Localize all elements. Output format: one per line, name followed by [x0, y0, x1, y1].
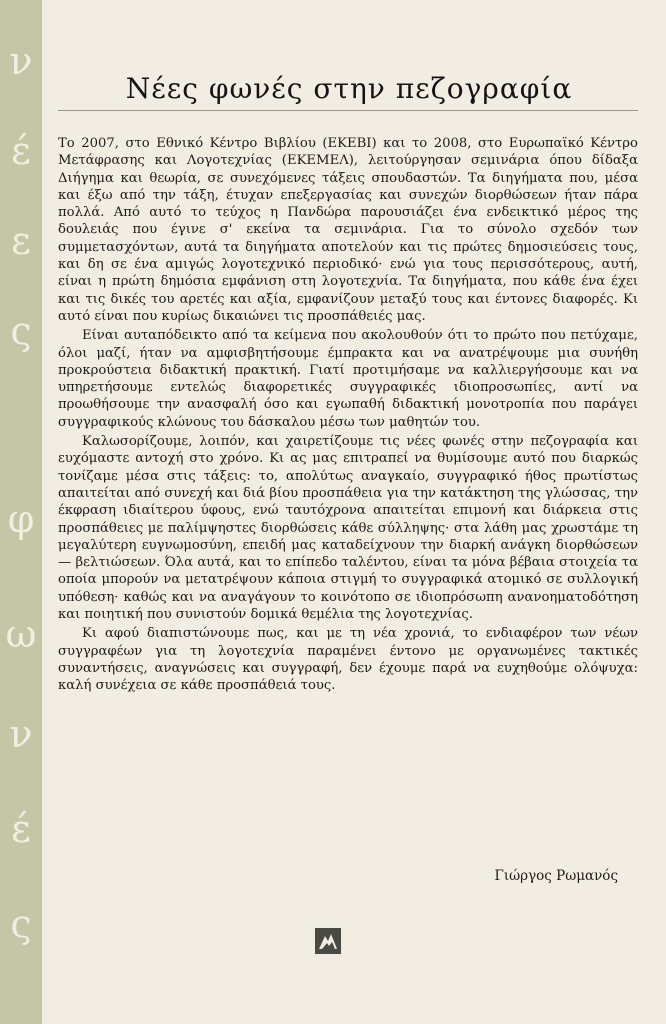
paragraph: Το 2007, στο Εθνικό Κέντρο Βιβλίου (ΕΚΕΒΙ) και το 2008, στο Ευρωπαϊκό Κέντρο Μετάφρασης και Λογοτεχνίας (ΕΚΕΜΕΛ), λειτούργησαν σεμινάρια όπου δίδαξα Διήγημα και θεωρία, σε συνεχόμενες τάξεις σπουδαστών. Τα διηγήματα που, μέσα και έξω από την τάξη, έτυχαν επεξεργασίας και συνεχών διορθώσεων ήταν πάρα πολλά. Από αυτό το τεύχος η Πανδώρα παρουσιάζει ένα ενδεικτικό μέρος της δουλειάς που έγινε σ' εκείνα τα σεμινάρια. Για το σύνολο σχεδόν των συμμετασχόντων, αυτά τα διηγήματα αποτελούν και τις πρώτες δημοσιεύσεις τους, και δη σε ένα αμιγώς λογοτεχνικό περιοδικό· ενώ για τους περισσότερους, αυτή, είναι η πρώτη δημόσια εμφάνιση στη λογοτεχνία. Τα διηγήματα, που κάθε ένα έχει και τις δικές του αρετές και αξία, εμφανίζουν μεταξύ τους και έντονες διαφορές. Κι αυτό είναι που κυρίως δικαιώνει τις προσπάθειές μας.: [58, 136, 638, 324]
side-letter: φ: [7, 497, 35, 541]
side-letter: ω: [5, 612, 37, 656]
side-letter: ε: [11, 219, 31, 263]
article-body: [58, 135, 638, 697]
side-letter: ν: [9, 712, 33, 756]
side-letter: έ: [11, 129, 31, 173]
title-rule: [58, 110, 638, 111]
paragraph: Καλωσορίζουμε, λοιπόν, και χαιρετίζουμε τις νέες φωνές στην πεζογραφία και ευχόμαστε αντοχή στο χρόνο. Κι ας μας επιτραπεί να θυμίσουμε αυτό που διαρκώς τονίζαμε μέσα στις τάξεις: το, απολύτως αναγκαίο, συγγραφικό ήθος πρωτίστως απαιτείται από συνεχή και διά βίου προσπάθεια για την κατάκτηση της γλώσσας, την έκφραση ιδιαίτερου ύφους, ενώ ταυτόχρονα απαιτείται επιμονή και διάρκεια στις προσπάθειες με παλίμψηστες διορθώσεις κάθε σύλληψης· στα λάθη μας χρωστάμε τη μεγαλύτερη ευγνωμοσύνη, επειδή μας καταδείχνουν την διαρκή ανάγκη διορθώσεων — βελτιώσεων. Όλα αυτά, και το επίπεδο ταλέντου, είναι τα μόνα βέβαια στοιχεία τα οποία μπορούν να μετατρέψουν κάποια στιγμή το συγγραφικά ατομικό σε συλλογική υπόθεση· καθώς και να αναγάγουν το κοινότοπο σε ιδιοπρόσωπη ανανοηματοδότηση και ποιητική που συνιστούν δομικά θεμέλια της λογοτεχνίας.: [58, 434, 638, 623]
publisher-logo-icon: [315, 928, 341, 954]
author-signature: Γιώργος Ρωμανός: [494, 868, 618, 884]
side-letter: ς: [10, 902, 32, 946]
page-title: Νέες φωνές στην πεζογραφία: [125, 72, 573, 105]
side-letter: έ: [11, 807, 31, 851]
side-strip: [0, 0, 42, 1024]
side-letter: ς: [10, 309, 32, 353]
paragraph: Είναι αυταπόδεικτο από τα κείμενα που ακολουθούν ότι το πρώτο που πετύχαμε, όλοι μαζί, ήταν να αμφισβητήσουμε έμπρακτα και να ανατρέψουμε μια συνήθη προκρούστεια διδακτική πρακτική. Γιατί προτιμήσαμε να καλλιεργήσουμε και να υπηρετήσουμε εντελώς διαφορετικές συγγραφικές ιδιοπροσωπίες, αντί να προωθήσουμε την ανασφαλή όσο και εγωπαθή διδακτική μονοτροπία που παράγει συγγραφικούς κλώνους του δάσκαλου μέσω των μαθητών του.: [58, 328, 638, 430]
paragraph: Κι αφού διαπιστώνουμε πως, και με τη νέα χρονιά, το ενδιαφέρον των νέων συγγραφέων για τη λογοτεχνία παραμένει έντονο με οργανωμένες τακτικές συναντήσεις, αναγνώσεις και συγγραφή, δεν έχουμε παρά να ευχηθούμε ολόψυχα: καλή συνέχεια σε κάθε προσπάθειά τους.: [58, 626, 638, 694]
side-letter: ν: [9, 39, 33, 83]
